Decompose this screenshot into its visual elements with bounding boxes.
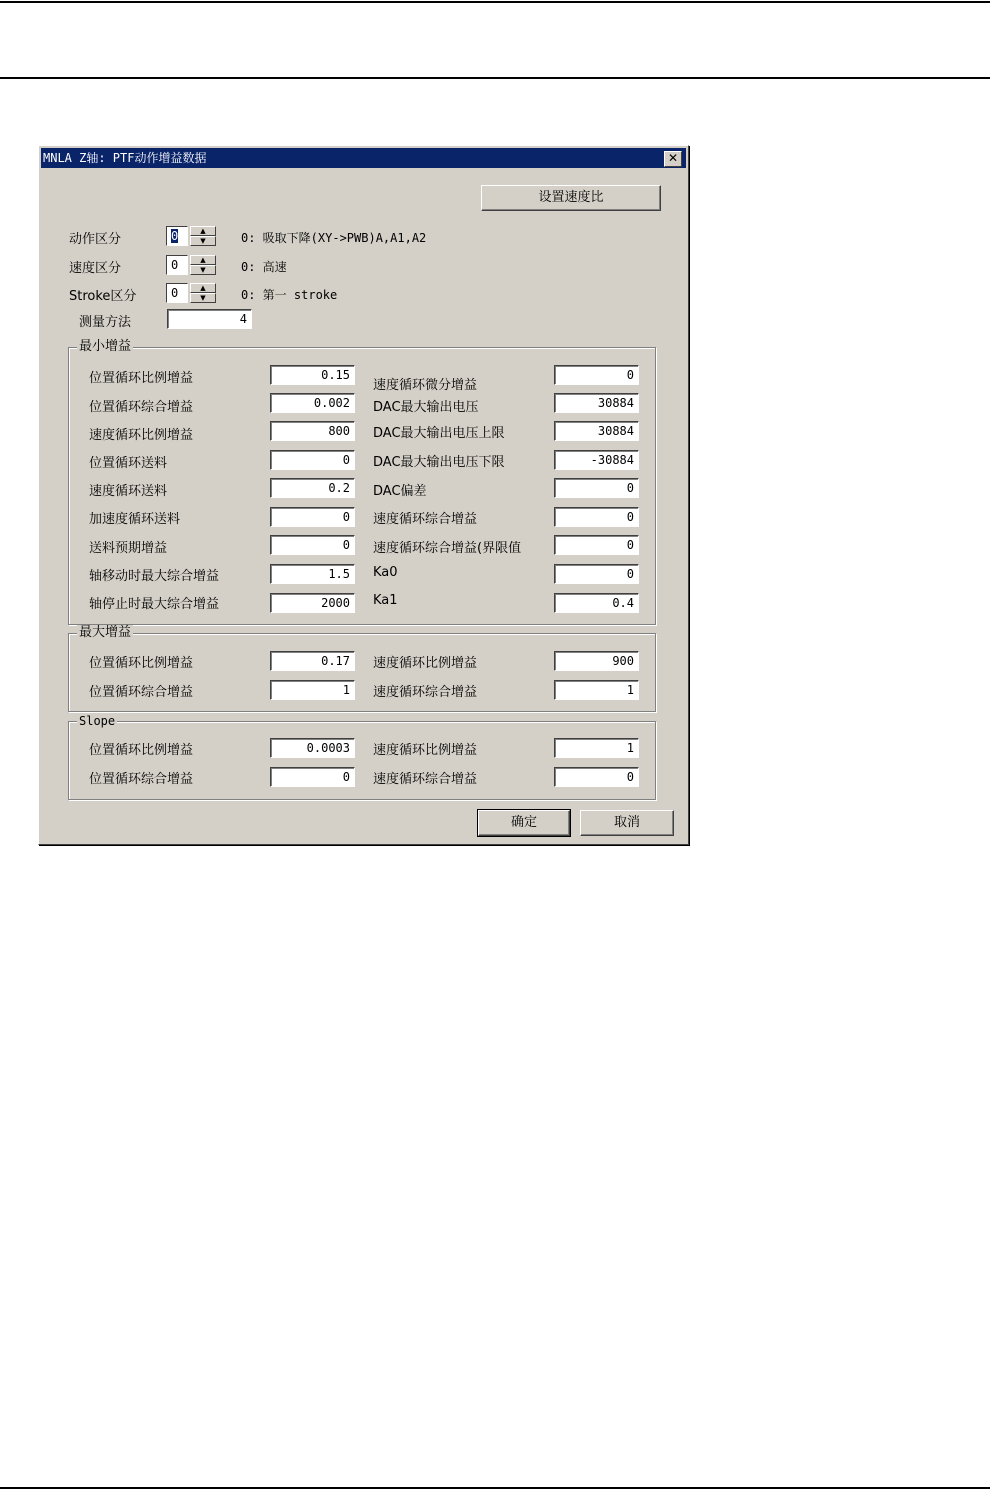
bottom-rule [0,1487,990,1489]
slope-left-label: 位置循环比例增益 [89,743,194,758]
max-gain-left-label: 位置循环综合增益 [89,685,194,700]
min-gain-left-field[interactable]: 0 [270,535,355,555]
top-rule [0,1,990,3]
max-gain-left-field[interactable]: 1 [270,680,355,700]
min-gain-left-field[interactable]: 800 [270,421,355,441]
stroke-spinner-value[interactable]: 0 [166,283,188,303]
max-gain-group [68,625,656,712]
set-speed-ratio-label: 设置速度比 [538,190,604,205]
min-gain-left-field[interactable]: 0 [270,450,355,470]
min-gain-left-field[interactable]: 1.5 [270,564,355,584]
stroke-description: 0: 第一 stroke [241,288,338,302]
slope-right-label: 速度循环比例增益 [373,743,478,758]
ok-label: 确定 [510,815,537,830]
measure-label: 测量方法 [79,315,132,330]
slope-right-label: 速度循环综合增益 [373,772,478,787]
cancel-label: 取消 [613,815,640,830]
min-gain-left-label: 轴移动时最大综合增益 [89,569,220,584]
min-gain-right-field[interactable]: 0 [554,507,639,527]
action-description: 0: 吸取下降(XY->PWB)A,A1,A2 [241,231,427,245]
gain-dialog [38,145,689,845]
dialog-titlebar [41,148,686,168]
slope-title: Slope [79,714,116,728]
max-gain-right-label: 速度循环比例增益 [373,656,478,671]
min-gain-right-label: 速度循环微分增益 [373,378,478,393]
min-gain-right-label: DAC最大输出电压下限 [373,455,505,470]
close-icon[interactable]: ✕ [664,151,682,167]
min-gain-right-label: 速度循环综合增益 [373,512,478,527]
min-gain-right-field[interactable]: 0 [554,535,639,555]
spin-down-icon[interactable]: ▼ [190,265,216,275]
min-gain-left-field[interactable]: 2000 [270,593,355,613]
max-gain-right-field[interactable]: 1 [554,680,639,700]
min-gain-right-field[interactable]: 30884 [554,393,639,413]
min-gain-right-label: Ka1 [373,593,398,608]
slope-right-field[interactable]: 0 [554,767,639,787]
min-gain-right-field[interactable]: 30884 [554,421,639,441]
min-gain-right-label: Ka0 [373,565,398,580]
min-gain-left-label: 位置循环送料 [89,456,168,471]
spinner-buttons[interactable] [190,255,216,275]
slope-left-field[interactable]: 0 [270,767,355,787]
spin-up-icon[interactable]: ▲ [190,255,216,265]
max-gain-right-label: 速度循环综合增益 [373,685,478,700]
speed-spinner[interactable] [166,255,218,275]
stroke-label: Stroke区分 [69,289,137,304]
measure-field[interactable]: 4 [167,309,252,329]
action-spinner-value[interactable]: 0 [166,226,188,246]
min-gain-left-label: 位置循环比例增益 [89,371,194,386]
speed-label: 速度区分 [69,261,122,276]
min-gain-right-field[interactable]: 0 [554,365,639,385]
min-gain-left-label: 轴停止时最大综合增益 [89,597,220,612]
min-gain-right-field[interactable]: 0.4 [554,593,639,613]
spin-up-icon[interactable]: ▲ [190,226,216,236]
header-rule [0,77,990,79]
min-gain-left-label: 位置循环综合增益 [89,400,194,415]
spin-down-icon[interactable]: ▼ [190,293,216,303]
min-gain-left-label: 加速度循环送料 [89,512,181,527]
slope-left-field[interactable]: 0.0003 [270,738,355,758]
spin-down-icon[interactable]: ▼ [190,236,216,246]
speed-spinner-value[interactable]: 0 [166,255,188,275]
action-spinner[interactable] [166,226,218,246]
max-gain-left-label: 位置循环比例增益 [89,656,194,671]
min-gain-right-label: 速度循环综合增益(界限值 [373,541,522,556]
action-label: 动作区分 [69,232,122,247]
min-gain-right-field[interactable]: 0 [554,564,639,584]
min-gain-right-field[interactable]: 0 [554,478,639,498]
stroke-spinner[interactable] [166,283,218,303]
min-gain-left-field[interactable]: 0.002 [270,393,355,413]
spinner-buttons[interactable] [190,283,216,303]
cancel-button[interactable] [580,810,674,836]
set-speed-ratio-button[interactable] [481,185,661,211]
min-gain-right-label: DAC最大输出电压 [373,400,479,415]
slope-right-field[interactable]: 1 [554,738,639,758]
max-gain-left-field[interactable]: 0.17 [270,651,355,671]
min-gain-left-field[interactable]: 0.15 [270,365,355,385]
min-gain-left-field[interactable]: 0 [270,507,355,527]
spin-up-icon[interactable]: ▲ [190,283,216,293]
spinner-buttons[interactable] [190,226,216,246]
min-gain-left-field[interactable]: 0.2 [270,478,355,498]
min-gain-left-label: 速度循环送料 [89,484,168,499]
min-gain-right-label: DAC最大输出电压上限 [373,426,505,441]
slope-group [68,714,656,800]
min-gain-right-label: DAC偏差 [373,484,427,499]
min-gain-title: 最小增益 [79,339,132,354]
min-gain-left-label: 速度循环比例增益 [89,428,194,443]
slope-left-label: 位置循环综合增益 [89,772,194,787]
max-gain-title: 最大增益 [79,625,132,640]
min-gain-right-field[interactable]: -30884 [554,450,639,470]
min-gain-left-label: 送料预期增益 [89,541,168,556]
dialog-title: MNLA Z轴: PTF动作增益数据 [43,151,207,165]
ok-button[interactable] [478,810,570,836]
speed-description: 0: 高速 [241,260,287,274]
max-gain-right-field[interactable]: 900 [554,651,639,671]
